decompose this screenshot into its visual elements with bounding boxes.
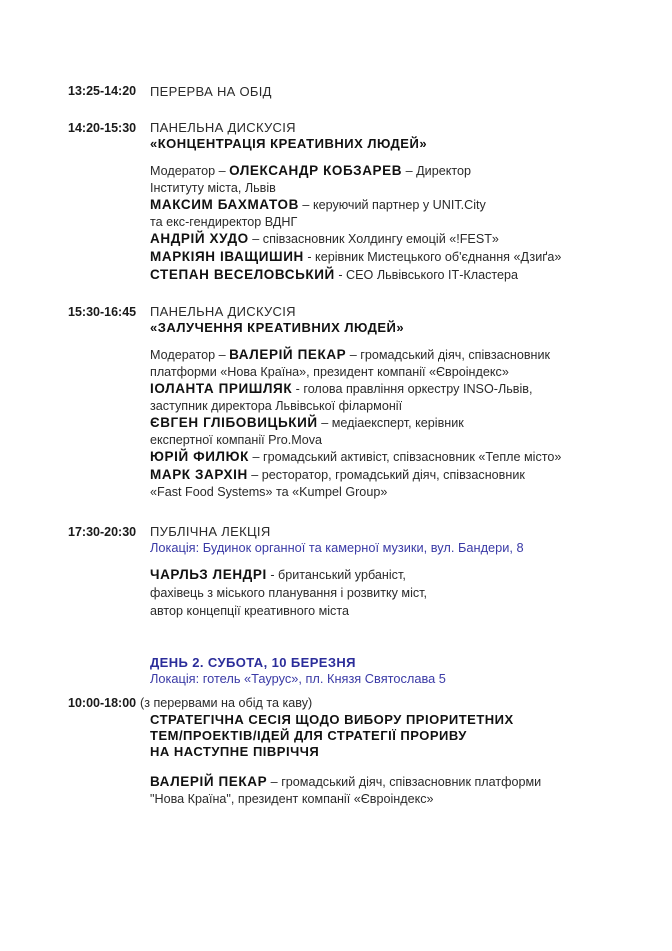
day-heading: ДЕНЬ 2. СУБОТА, 10 БЕРЕЗНЯ xyxy=(150,655,356,670)
day-location: Локація: готель «Таурус», пл. Князя Святослава 5 xyxy=(150,671,446,686)
speaker-desc: – громадський діяч, співзасновник xyxy=(346,348,551,362)
speaker-name: МАКСИМ БАХМАТОВ xyxy=(150,197,299,212)
speaker-name: СТЕПАН ВЕСЕЛОВСЬКИЙ xyxy=(150,267,335,282)
speaker-entry xyxy=(150,230,650,248)
time-slot: 15:30-16:45 xyxy=(68,305,137,319)
speaker-desc-cont: «Fast Food Systems» та «Kumpel Group» xyxy=(150,485,388,499)
speaker-name: ІОЛАНТА ПРИШЛЯК xyxy=(150,381,293,396)
speaker-list xyxy=(150,346,650,500)
session-type: ПАНЕЛЬНА ДИСКУСІЯ xyxy=(150,304,296,319)
speaker-name: ЮРІЙ ФИЛЮК xyxy=(150,449,249,464)
session xyxy=(150,524,650,556)
speaker-desc-cont: "Нова Країна", президент компанії «Євроіндекс» xyxy=(150,792,434,806)
session xyxy=(150,83,650,101)
session-note xyxy=(140,695,640,711)
speaker-desc: - керівник Мистецького об'єднання «Дзиґа» xyxy=(303,250,562,264)
speaker-desc: – керуючий партнер у UNIT.City xyxy=(298,198,486,212)
speaker-entry xyxy=(150,266,650,284)
session-type: ПАНЕЛЬНА ДИСКУСІЯ xyxy=(150,120,296,135)
session-title-line: ТЕМ/ПРОЕКТІВ/ІДЕЙ ДЛЯ СТРАТЕГІЇ ПРОРИВУ xyxy=(150,728,467,743)
speaker-desc: – співзасновник Холдингу емоцій «!FEST» xyxy=(248,232,499,246)
time-slot: 14:20-15:30 xyxy=(68,121,137,135)
speaker-list xyxy=(150,162,650,284)
speaker-desc-cont: Інституту міста, Львів xyxy=(150,181,276,195)
time-slot: 17:30-20:30 xyxy=(68,525,137,539)
speaker-desc-cont: платформи «Нова Країна», президент компанії «Євроіндекс» xyxy=(150,365,509,379)
session xyxy=(150,304,650,336)
session-title: «КОНЦЕНТРАЦІЯ КРЕАТИВНИХ ЛЮДЕЙ» xyxy=(150,136,428,151)
session-note-text: (з перервами на обід та каву) xyxy=(140,696,313,710)
speaker-list xyxy=(150,566,650,620)
speaker-desc-cont: фахівець з міського планування і розвитку міст, xyxy=(150,586,428,600)
speaker-desc: - CEO Львівського ІТ-Кластера xyxy=(334,268,519,282)
speaker-name: АНДРІЙ ХУДО xyxy=(150,231,249,246)
speaker-list xyxy=(150,773,650,807)
speaker-desc-cont: заступник директора Львівської філармонії xyxy=(150,399,403,413)
speaker-entry xyxy=(150,346,650,364)
speaker-name: МАРК ЗАРХІН xyxy=(150,467,248,482)
speaker-name: МАРКІЯН ІВАЩИШИН xyxy=(150,249,304,264)
speaker-entry xyxy=(150,448,650,466)
speaker-name: ВАЛЕРІЙ ПЕКАР xyxy=(150,774,268,789)
speaker-desc: - голова правління оркестру INSO-Львів, xyxy=(292,382,533,396)
speaker-desc: – громадський діяч, співзасновник платформи xyxy=(267,775,542,789)
speaker-desc: – ресторатор, громадський діяч, співзасновник xyxy=(247,468,525,482)
speaker-desc: – Директор xyxy=(402,164,471,178)
speaker-name: ЧАРЛЬЗ ЛЕНДРІ xyxy=(150,567,267,582)
time-slot: 10:00-18:00 xyxy=(68,696,137,710)
speaker-entry xyxy=(150,196,650,214)
time-slot: 13:25-14:20 xyxy=(68,84,137,98)
speaker-desc: - британський урбаніст, xyxy=(266,568,406,582)
speaker-entry xyxy=(150,380,650,398)
speaker-desc: – медіаексперт, керівник xyxy=(317,416,464,430)
speaker-entry xyxy=(150,773,650,791)
session-location: Локація: Будинок органної та камерної музики, вул. Бандери, 8 xyxy=(150,540,524,555)
session xyxy=(150,120,650,152)
day2-header xyxy=(150,655,650,687)
speaker-desc-cont: автор концепції креативного міста xyxy=(150,604,349,618)
speaker-entry xyxy=(150,414,650,432)
session-title-line: СТРАТЕГІЧНА СЕСІЯ ЩОДО ВИБОРУ ПРІОРИТЕТНИХ xyxy=(150,712,514,727)
speaker-entry xyxy=(150,162,650,180)
speaker-entry xyxy=(150,466,650,484)
speaker-name: ОЛЕКСАНДР КОБЗАРЕВ xyxy=(229,163,403,178)
speaker-desc-cont: експертної компанії Pro.Mova xyxy=(150,433,323,447)
speaker-entry xyxy=(150,566,650,584)
speaker-name: ВАЛЕРІЙ ПЕКАР xyxy=(229,347,347,362)
speaker-desc-cont: та екс-гендиректор ВДНГ xyxy=(150,215,298,229)
speaker-entry xyxy=(150,248,650,266)
speaker-name: ЄВГЕН ГЛІБОВИЦЬКИЙ xyxy=(150,415,318,430)
speaker-prefix: Модератор – xyxy=(150,348,230,362)
session xyxy=(150,712,650,760)
session-type: ПЕРЕРВА НА ОБІД xyxy=(150,84,272,99)
session-title: «ЗАЛУЧЕННЯ КРЕАТИВНИХ ЛЮДЕЙ» xyxy=(150,320,405,335)
session-type: ПУБЛІЧНА ЛЕКЦІЯ xyxy=(150,524,271,539)
session-title-line: НА НАСТУПНЕ ПІВРІЧЧЯ xyxy=(150,744,320,759)
speaker-prefix: Модератор – xyxy=(150,164,230,178)
speaker-desc: – громадський активіст, співзасновник «Тепле місто» xyxy=(249,450,562,464)
